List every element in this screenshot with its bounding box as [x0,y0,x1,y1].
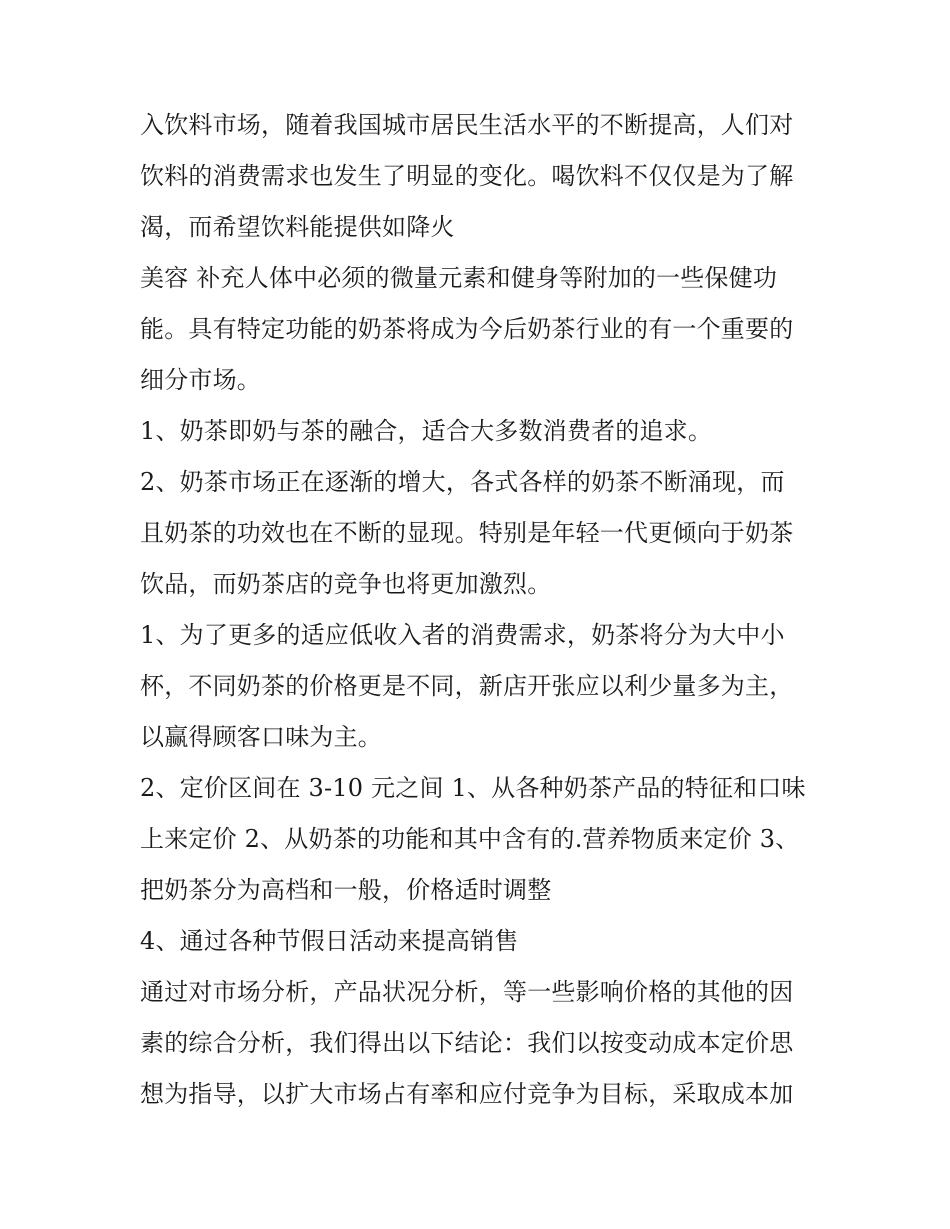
text-line: 2、定价区间在 3-10 元之间 1、从各种奶茶产品的特征和口味 [140,774,806,802]
text-line: 入饮料市场，随着我国城市居民生活水平的不断提高，人们对 [140,111,794,139]
text-line: 上来定价 2、从奶茶的功能和其中含有的.营养物质来定价 3、 [140,825,800,853]
text-line: 把奶茶分为高档和一般，价格适时调整 [140,876,552,904]
text-line: 细分市场。 [140,366,261,394]
text-line: 美容 补充人体中必须的微量元素和健身等附加的一些保健功 [140,264,778,292]
text-line: 且奶茶的功效也在不断的显现。特别是年轻一代更倾向于奶茶 [140,519,794,547]
text-line: 2、奶茶市场正在逐渐的增大，各式各样的奶茶不断涌现，而 [140,468,785,496]
text-line: 素的综合分析，我们得出以下结论：我们以按变动成本定价思 [140,1029,794,1057]
text-line: 想为指导，以扩大市场占有率和应付竞争为目标，采取成本加 [140,1080,794,1108]
text-line: 饮品，而奶茶店的竞争也将更加激烈。 [140,570,552,598]
text-line: 饮料的消费需求也发生了明显的变化。喝饮料不仅仅是为了解 [140,162,794,190]
text-line: 1、为了更多的适应低收入者的消费需求，奶茶将分为大中小 [140,621,785,649]
text-line: 4、通过各种节假日活动来提高销售 [140,927,519,955]
document-body [140,100,820,1120]
text-line: 渴，而希望饮料能提供如降火 [140,213,455,241]
text-line: 杯，不同奶茶的价格更是不同，新店开张应以利少量多为主， [140,672,794,700]
text-line: 能。具有特定功能的奶茶将成为今后奶茶行业的有一个重要的 [140,315,794,343]
text-line: 以赢得顾客口味为主。 [140,723,382,751]
text-line: 通过对市场分析，产品状况分析，等一些影响价格的其他的因 [140,978,794,1006]
text-line: 1、奶茶即奶与茶的融合，适合大多数消费者的追求。 [140,417,713,445]
